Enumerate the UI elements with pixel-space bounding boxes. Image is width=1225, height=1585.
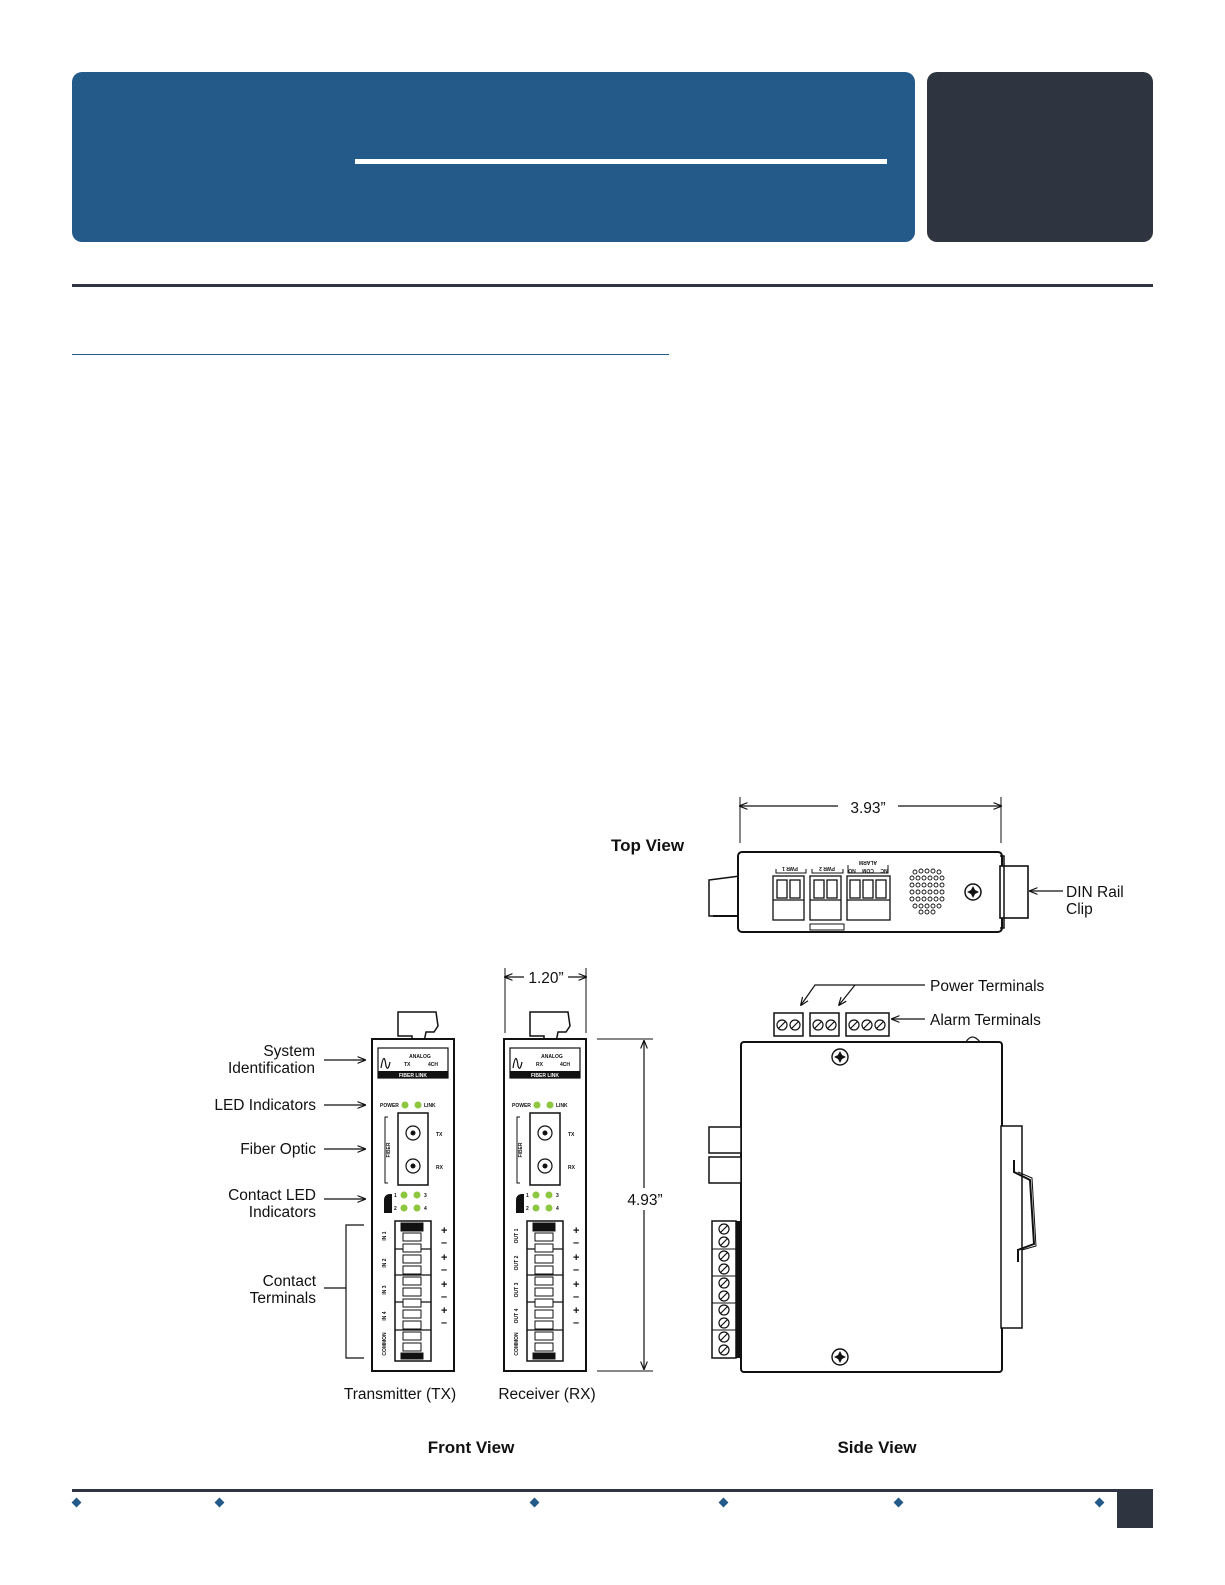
top-pwr1-label: PWR 1 xyxy=(782,865,798,871)
tx-in4-label: IN 4 xyxy=(382,1311,388,1321)
rx-ch3-label: 3 xyxy=(556,1193,559,1199)
tx-contact-led-3 xyxy=(414,1192,421,1199)
tx-in4-minus: – xyxy=(441,1317,448,1329)
callout-system-id-line2: Identification xyxy=(227,1060,315,1077)
top-terminal-blocks xyxy=(773,876,890,920)
top-pwr2-label: PWR 2 xyxy=(819,865,835,871)
tx-contact-led-1 xyxy=(401,1192,408,1199)
footer-rule xyxy=(72,1489,1153,1492)
callout-fiber-optic: Fiber Optic xyxy=(240,1141,316,1158)
rx-ch4-label: 4 xyxy=(556,1206,559,1212)
receiver-caption: Receiver (RX) xyxy=(498,1386,596,1403)
top-view xyxy=(611,795,1124,932)
side-fiber-port-2 xyxy=(709,1157,741,1183)
rx-model: RX xyxy=(536,1062,543,1068)
tx-in2-plus: + xyxy=(441,1252,448,1264)
tx-ch3-label: 3 xyxy=(424,1193,427,1199)
tx-ch1-label: 1 xyxy=(394,1193,397,1199)
rx-channels: 4CH xyxy=(560,1062,571,1068)
rx-rx-label: RX xyxy=(568,1165,575,1171)
rx-brand: ANALOG xyxy=(541,1054,563,1060)
rx-ch2-label: 2 xyxy=(526,1206,529,1212)
rx-link-led xyxy=(547,1102,554,1109)
tx-power-led xyxy=(402,1102,409,1109)
front-height-dimension: 4.93” xyxy=(627,1192,663,1209)
tx-fiber-label: FIBER xyxy=(386,1142,392,1158)
tx-in1-label: IN 1 xyxy=(382,1231,388,1241)
rx-contact-terminal-block xyxy=(527,1221,563,1361)
rx-out4-minus: – xyxy=(573,1317,580,1329)
callout-led-indicators: LED Indicators xyxy=(214,1097,316,1114)
tx-power-label: POWER xyxy=(380,1103,399,1109)
din-rail-callout-line2: Clip xyxy=(1066,901,1093,918)
tx-link-label: LINK xyxy=(424,1103,436,1109)
callout-contact-led: Contact LED xyxy=(228,1187,316,1204)
top-alarm-label: ALARM xyxy=(858,859,878,865)
rx-power-label: POWER xyxy=(512,1103,531,1109)
tx-in1-minus: – xyxy=(441,1237,448,1249)
callout-contact-led-line2: Indicators xyxy=(248,1204,316,1221)
tx-contact-led-2 xyxy=(401,1205,408,1212)
tx-rx-label: RX xyxy=(436,1165,443,1171)
front-view xyxy=(214,967,668,1457)
side-din-rail-clip xyxy=(1001,1126,1036,1328)
side-contact-terminal-block xyxy=(712,1221,741,1358)
tx-in2-minus: – xyxy=(441,1264,448,1276)
callout-contact-terminals: Contact xyxy=(262,1273,316,1290)
tx-in2-label: IN 2 xyxy=(382,1258,388,1268)
rx-common-label: COMMON xyxy=(514,1332,520,1356)
power-terminals-callout: Power Terminals xyxy=(930,978,1045,995)
alarm-terminals-callout: Alarm Terminals xyxy=(930,1012,1041,1029)
side-fiber-port-1 xyxy=(709,1127,741,1153)
tx-fiber-connector xyxy=(398,1012,438,1042)
rx-tx-label: TX xyxy=(568,1132,575,1138)
rx-out4-plus: + xyxy=(573,1305,580,1317)
callout-system-id: System xyxy=(263,1043,315,1060)
side-power-terminal-1 xyxy=(774,1013,803,1036)
tx-in3-plus: + xyxy=(441,1279,448,1291)
callout-contact-terminals-line2: Terminals xyxy=(249,1290,316,1307)
tx-fiber-port xyxy=(398,1113,428,1185)
top-nc-label: NC xyxy=(880,867,888,873)
top-screw-icon xyxy=(965,884,981,900)
rx-link-label: LINK xyxy=(556,1103,568,1109)
rx-contact-led-2 xyxy=(533,1205,540,1212)
rx-contact-led-3 xyxy=(546,1192,553,1199)
front-view-title: Front View xyxy=(427,1438,515,1457)
tx-product: FIBER LINK xyxy=(398,1073,428,1079)
rx-out1-plus: + xyxy=(573,1225,580,1237)
tx-in1-plus: + xyxy=(441,1225,448,1237)
transmitter-caption: Transmitter (TX) xyxy=(343,1386,457,1403)
tx-tx-label: TX xyxy=(436,1132,443,1138)
rx-power-led xyxy=(534,1102,541,1109)
side-alarm-terminal xyxy=(846,1013,889,1036)
rx-contact-led-4 xyxy=(546,1205,553,1212)
tx-in3-minus: – xyxy=(441,1291,448,1303)
top-width-dimension: 3.93” xyxy=(850,800,886,817)
tx-contact-led-4 xyxy=(414,1205,421,1212)
tx-channels: 4CH xyxy=(428,1062,439,1068)
tx-model: TX xyxy=(404,1062,411,1068)
tx-in3-label: IN 3 xyxy=(382,1285,388,1295)
side-screw-bottom xyxy=(832,1349,848,1365)
side-view-title: Side View xyxy=(837,1438,917,1457)
tx-contact-terminal-block xyxy=(395,1221,431,1361)
rx-out3-plus: + xyxy=(573,1279,580,1291)
top-view-title: Top View xyxy=(611,836,685,855)
rx-out1-label: OUT 1 xyxy=(514,1228,520,1244)
side-enclosure xyxy=(741,1042,1002,1372)
top-no-label: NO xyxy=(848,867,856,873)
tx-in4-plus: + xyxy=(441,1305,448,1317)
side-screw-top xyxy=(832,1049,848,1065)
receiver-unit xyxy=(504,1012,586,1371)
tx-ch2-label: 2 xyxy=(394,1206,397,1212)
rx-out2-plus: + xyxy=(573,1252,580,1264)
tx-link-led xyxy=(415,1102,422,1109)
tx-common-label: COMMON xyxy=(382,1332,388,1356)
rx-out2-label: OUT 2 xyxy=(514,1255,520,1271)
tx-ch4-label: 4 xyxy=(424,1206,427,1212)
rx-ch1-label: 1 xyxy=(526,1193,529,1199)
tx-brand: ANALOG xyxy=(409,1054,431,1060)
top-fiber-connector xyxy=(709,876,740,916)
rx-out2-minus: – xyxy=(573,1264,580,1276)
top-com-label: COM xyxy=(862,867,874,873)
side-power-terminal-2 xyxy=(810,1013,839,1036)
rx-contact-led-1 xyxy=(533,1192,540,1199)
rx-out3-minus: – xyxy=(573,1291,580,1303)
rx-product: FIBER LINK xyxy=(530,1073,560,1079)
rx-fiber-label: FIBER xyxy=(518,1142,524,1158)
rx-out1-minus: – xyxy=(573,1237,580,1249)
front-width-dimension: 1.20” xyxy=(528,970,564,987)
rx-fiber-port xyxy=(530,1113,560,1185)
footer-page-box xyxy=(1117,1489,1153,1528)
din-rail-callout: DIN Rail xyxy=(1066,884,1124,901)
transmitter-unit xyxy=(372,1012,454,1371)
rx-out4-label: OUT 4 xyxy=(514,1308,520,1324)
side-view xyxy=(709,978,1045,1457)
rx-fiber-connector xyxy=(530,1012,570,1042)
rx-out3-label: OUT 3 xyxy=(514,1282,520,1298)
